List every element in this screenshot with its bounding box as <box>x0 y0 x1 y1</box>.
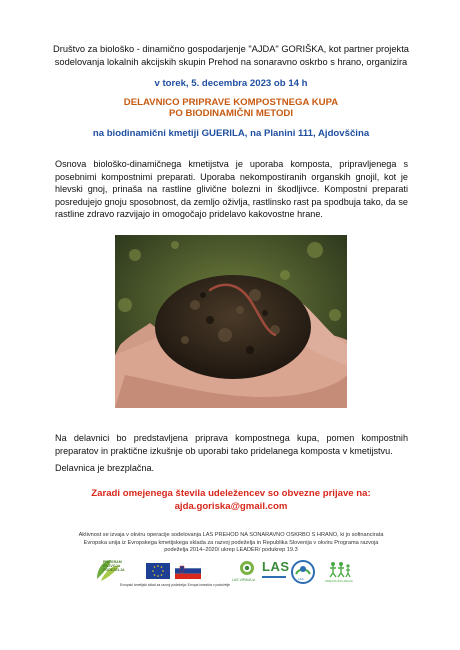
registration-line: Zaradi omejenega števila udeležencev so obvezne prijave na: <box>91 488 371 499</box>
las-logo <box>262 559 290 574</box>
event-title-line-2: PO BIODINAMIČNI METODI <box>168 108 293 119</box>
paragraph-free: Delavnica je brezplačna. <box>55 463 155 473</box>
event-title <box>50 97 412 119</box>
las-blue-circle-logo <box>290 559 316 590</box>
sponsor-logos <box>0 555 460 595</box>
prp-logo-line-2: RAZVOJA <box>103 564 121 569</box>
intro-line-1: Društvo za biološko - dinamično gospodarjenje "AJDA" GORIŠKA, kot partner projekta <box>53 44 409 54</box>
las-vipava-logo <box>232 559 262 586</box>
registration-email[interactable]: ajda.goriska@gmail.com <box>174 501 288 512</box>
event-date: v torek, 5. decembra 2023 ob 14 h <box>154 78 308 89</box>
prp-logo-line-3: PODEŽELJA <box>103 568 125 573</box>
paragraph-description: Osnova biološko-dinamičnega kmetijstva je uporaba komposta, pripravljenega s posebnimi kompostnimi preparati. Uporaba nekompostiranih organskih gnojil, kot je hlevski gnoj, prinaša na rastline glivične bolezni in škodljivce. Kompostni preparati posredujejo gnoju sposobnost, da zemljo oživlja, rastlinsko rast pa spodbuja tako, da se rastline zdravo razvijajo in omogočajo pridelavo kakovostne hrane. <box>55 159 408 219</box>
las-blue-text: LAS <box>298 577 304 581</box>
paragraph-workshop: Na delavnici bo predstavljena priprava kompostnega kupa, pomen kompostnih preparatov in praktične izkušnje ob uporabi tako pridelanega komposta v kmetijstvu. <box>55 433 408 456</box>
event-title-line-1: DELAVNICO PRIPRAVE KOMPOSTNEGA KUPA <box>123 97 339 108</box>
funding-note <box>60 532 402 555</box>
green-logo-text: ZDRAVA ŽIVLJENJA <box>325 579 353 583</box>
event-location: na biodinamični kmetiji GUERILA, na Planini 111, Ajdovščina <box>92 128 370 139</box>
green-figures-logo <box>327 561 353 584</box>
funding-note-line-1: Aktivnost se izvaja v okviru operacije sodelovanja LAS PREHOD NA SONARAVNO OSKRBO S HRANO, ki jo sofinancirata <box>78 532 384 538</box>
intro-line-2: sodelovanja lokalnih akcijskih skupin Prehod na sonaravno oskrbo s hrano, organizira <box>54 57 408 67</box>
funding-note-line-2: Evropska unija iz Evropskega kmetijskega sklada za razvoj podeželja in Republika Slovenija v okviru Programa razvoja <box>83 539 379 546</box>
registration-notice <box>50 487 412 513</box>
eu-fund-caption: Evropski kmetijski sklad za razvoj podeželja: Evropa investira v podeželje <box>120 583 231 587</box>
las-logo-text: LAS <box>262 559 290 574</box>
funding-note-line-3: podeželja 2014–2020/ ukrep LEADER/ podukrep 19.3 <box>164 547 298 554</box>
compost-hands-photo <box>115 235 347 408</box>
las-vipava-text: LAS VIPAVA.si <box>232 578 255 582</box>
slovenia-flag-icon <box>175 563 201 584</box>
intro-text <box>50 43 412 69</box>
prp-logo-line-1: PROGRAM <box>103 560 122 564</box>
eu-flag-icon <box>146 563 170 584</box>
